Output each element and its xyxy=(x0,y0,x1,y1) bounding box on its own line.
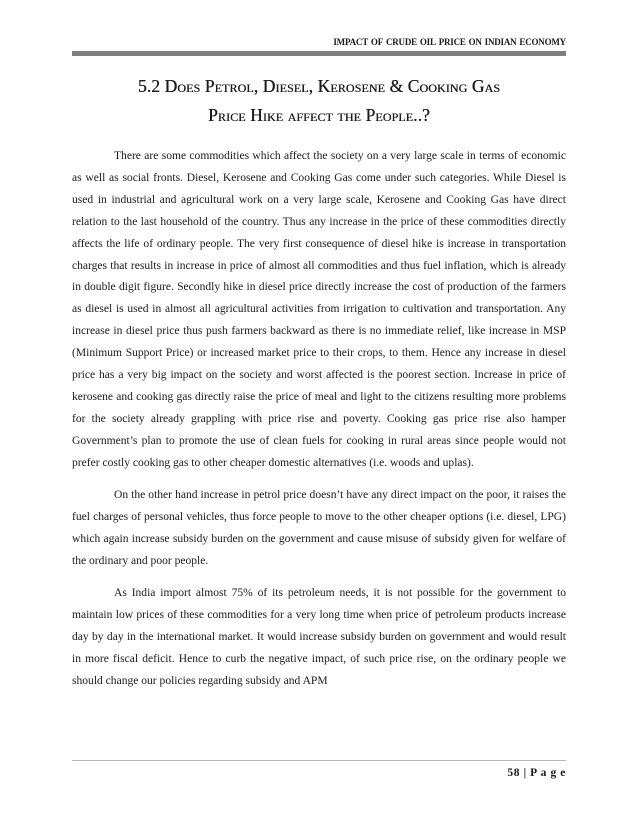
paragraph: On the other hand increase in petrol price doesn’t have any direct impact on the poor, it raises the fuel charges of personal vehicles, thus force people to move to the other cheaper options (i.e. diesel, LPG) which again increase subsidy burden on the government and cause misuse of subsidy given for welfare of the ordinary and poor people. xyxy=(72,489,566,567)
running-header xyxy=(72,34,566,49)
section-title-line-2: Price Hike affect the People..? xyxy=(208,105,430,125)
paragraph: As India import almost 75% of its petroleum needs, it is not possible for the government to maintain low prices of these commodities for a very long time when price of petroleum products increase day by day in the international market. It would increase subsidy burden on government and would result in more fiscal deficit. Hence to curb the negative impact, of such price rise, on the ordinary people we should change our policies regarding subsidy and APM xyxy=(72,587,566,687)
running-header-title: impact of crude oil price on indian economy xyxy=(333,34,566,48)
page-number: 58 | P a g e xyxy=(507,767,566,779)
footer-rule xyxy=(72,760,566,761)
section-title xyxy=(72,72,566,130)
body-text xyxy=(72,146,566,703)
section-title-line-1: 5.2 Does Petrol, Diesel, Kerosene & Cooking Gas xyxy=(137,76,501,96)
paragraph: There are some commodities which affect the society on a very large scale in terms of economic as well as social fronts. Diesel, Kerosene and Cooking Gas come under such categories. While Diesel is used in industrial and agricultural work on a very large scale, Kerosene and Cooking Gas have direct relation to the last household of the country. Thus any increase in the price of these commodities directly affects the life of ordinary people. The very first consequence of diesel hike is increase in transportation charges that results in increase in price of almost all commodities and thus fuel inflation, which is already in double digit figure. Secondly hike in diesel price directly increase the cost of production of the farmers as diesel is used in almost all agricultural activities from irrigation to cultivation and transportation. Any increase in diesel price thus push farmers backward as there is no immediate relief, like increase in MSP (Minimum Support Price) or increased market price to their crops, to them. Hence any increase in diesel price has a very big impact on the society and worst affected is the poorest section. Increase in price of kerosene and cooking gas directly raise the price of meal and light to the citizens resulting more problems for the society already grappling with price rise and poverty. Cooking gas price rise also hamper Government’s plan to promote the use of clean fuels for cooking in rural areas since people would not prefer costly cooking gas to other cheaper domestic alternatives (i.e. woods and uplas). xyxy=(72,150,566,469)
header-rule xyxy=(72,51,566,56)
